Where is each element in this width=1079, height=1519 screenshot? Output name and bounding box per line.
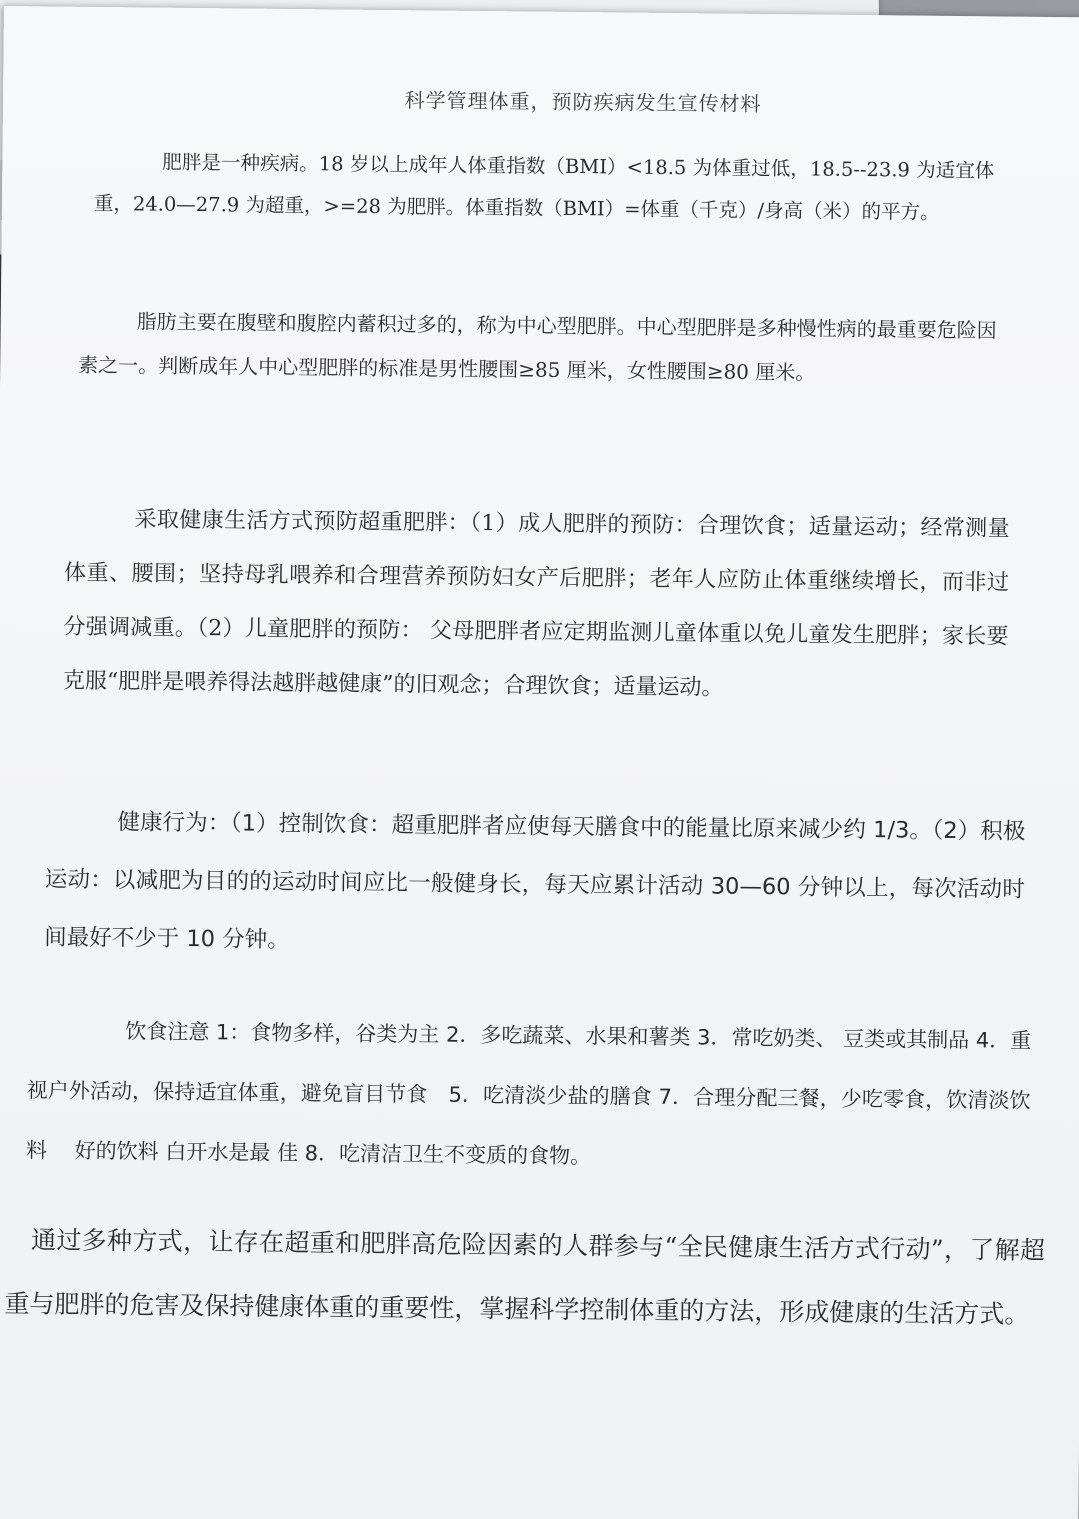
paragraph-central-obesity: 脂肪主要在腹壁和腹腔内蓄积过多的，称为中心型肥胖。中心型肥胖是多种慢性病的最重要危险因素之一。判断成年人中心型肥胖的标准是男性腰围≥85 厘米，女性腰围≥80 厘米。 xyxy=(78,309,997,385)
paragraph-prevention: 采取健康生活方式预防超重肥胖：（1）成人肥胖的预防：合理饮食；适量运动；经常测量体重、腰围；坚持母乳喂养和合理营养预防妇女产后肥胖；老年人应防止体重继续增长，而非过分强调减重。（2）儿童肥胖的预防： 父母肥胖者应定期监测儿童体重以免儿童发生肥胖；家长要克服“肥胖是喂养得法越胖越健康”的旧观念；合理饮食；适量运动。 xyxy=(62,507,1010,701)
paragraph-bmi-definition: 肥胖是一种疾病。18 岁以上成年人体重指数（BMI）<18.5 为体重过低，18.5--23.9 为适宜体重，24.0—27.9 为超重，>=28 为肥胖。体重指数（BMI）=体重（千克）/身高（米）的平方。 xyxy=(93,150,995,224)
document-page xyxy=(0,6,1079,1519)
paragraph-conclusion: 通过多种方式，让存在超重和肥胖高危险因素的人群参与“全民健康生活方式行动”，了解超重与肥胖的危害及保持健康体重的重要性，掌握科学控制体重的方法，形成健康的生活方式。 xyxy=(4,1225,1046,1329)
paragraph-diet-notes: 饮食注意 1：食物多样，谷类为主 2．多吃蔬菜、水果和薯类 3．常吃奶类、 豆类或其制品 4．重视户外活动，保持适宜体重，避免盲目节食 5．吃清淡少盐的膳食 7．合理分配三餐，少吃零食，饮清淡饮料 好的饮料 白开水是最 佳 8．吃清洁卫生不变质的食物。 xyxy=(25,1019,1032,1169)
document-title: 科学管理体重，预防疾病发生宣传材料 xyxy=(404,88,762,116)
paragraph-healthy-behavior: 健康行为：（1）控制饮食：超重肥胖者应使每天膳食中的能量比原来减少约 1/3。（2）积极运动：以减肥为目的的运动时间应比一般健身长，每天应累计活动 30—60 分钟以上，每次活动时间最好不少于 10 分钟。 xyxy=(44,809,1026,954)
